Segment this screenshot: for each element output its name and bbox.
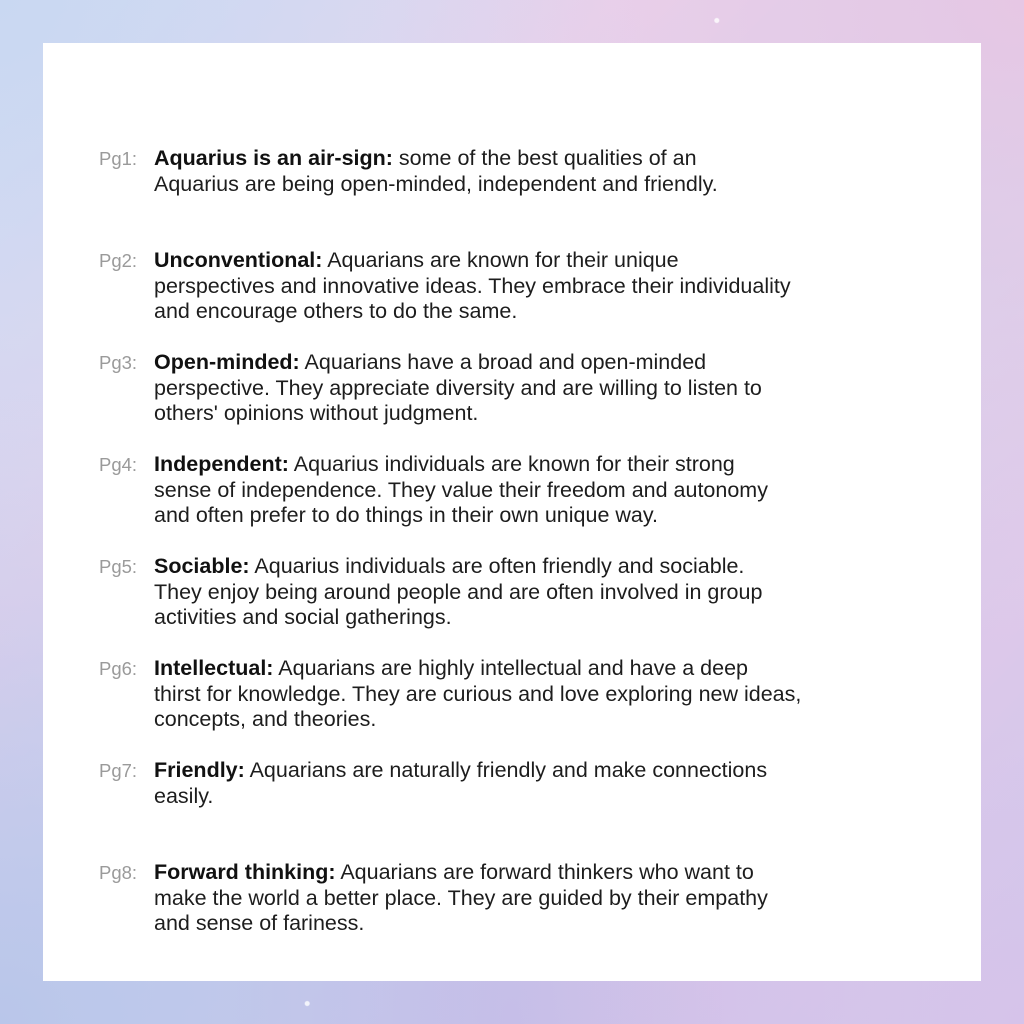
page-label: Pg4: [99,454,138,475]
content-card [43,43,981,981]
entry-line: They enjoy being around people and are often involved in group [154,579,763,604]
entry-text [154,146,919,197]
entry-pg2 [99,248,919,350]
page-label: Pg7: [99,760,138,781]
entry-text [154,860,919,937]
entry-text [154,350,919,427]
entry-pg1 [99,146,919,248]
entry-text [154,656,919,733]
entry-line: activities and social gatherings. [154,605,452,629]
entry-line: and sense of fariness. [154,911,365,935]
entry-term: Independent: [154,452,289,476]
entry-term: Unconventional: [154,248,323,272]
entry-line: Aquarius are being open-minded, independent and friendly. [154,171,718,196]
entry-text [154,758,919,809]
entry-term: Aquarius is an air-sign: [154,146,393,170]
entry-line: and encourage others to do the same. [154,299,518,323]
entry-text [154,452,919,529]
entry-line: Aquarians are forward thinkers who want to [340,860,754,884]
entry-pg4 [99,452,919,554]
entry-line: sense of independence. They value their freedom and autonomy [154,477,768,502]
entry-pg3 [99,350,919,452]
entry-line: Aquarians are known for their unique [327,248,679,272]
entry-line: perspective. They appreciate diversity and are willing to listen to [154,375,762,400]
entry-line: concepts, and theories. [154,707,377,731]
entry-list [99,146,919,962]
entry-pg8 [99,860,919,962]
entry-line: Aquarius individuals are known for their strong [293,452,735,476]
entry-line: Aquarius individuals are often friendly and sociable. [254,554,745,578]
entry-term: Open-minded: [154,350,300,374]
entry-line: others' opinions without judgment. [154,401,479,425]
entry-pg7 [99,758,919,860]
entry-term: Forward thinking: [154,860,336,884]
entry-pg5 [99,554,919,656]
entry-line: make the world a better place. They are guided by their empathy [154,885,768,910]
entry-text [154,554,919,631]
page-label: Pg1: [99,148,138,169]
entry-term: Sociable: [154,554,250,578]
page-label: Pg2: [99,250,138,271]
entry-term: Friendly: [154,758,245,782]
entry-line: and often prefer to do things in their own unique way. [154,503,658,527]
entry-line: Aquarians have a broad and open-minded [304,350,707,374]
entry-text [154,248,919,325]
page-label: Pg5: [99,556,138,577]
page-label: Pg8: [99,862,138,883]
entry-line: Aquarians are naturally friendly and make connections [249,758,768,782]
entry-line: Aquarians are highly intellectual and have a deep [278,656,749,680]
entry-line: thirst for knowledge. They are curious and love exploring new ideas, [154,681,802,706]
entry-line: some of the best qualities of an [398,146,697,170]
entry-term: Intellectual: [154,656,274,680]
entry-pg6 [99,656,919,758]
entry-line: perspectives and innovative ideas. They embrace their individuality [154,273,791,298]
entry-line: easily. [154,783,214,808]
page-label: Pg6: [99,658,138,679]
page-label: Pg3: [99,352,138,373]
